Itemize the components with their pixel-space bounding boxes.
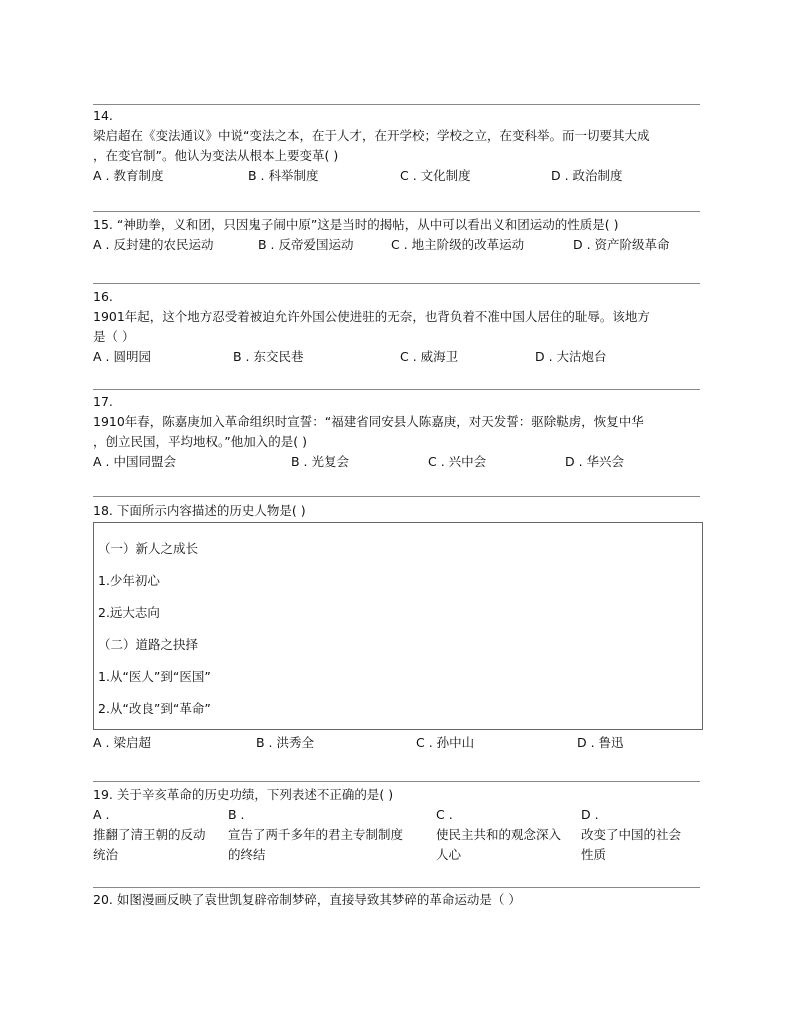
option-b[interactable]: B . 科举制度 bbox=[248, 168, 319, 183]
option-a[interactable]: A . 教育制度 bbox=[93, 168, 164, 183]
option-d[interactable] bbox=[581, 805, 699, 865]
question-18 bbox=[93, 501, 700, 521]
question-stem-line: 是（ ） bbox=[93, 329, 135, 344]
question-stem-line: 1910年春，陈嘉庚加入革命组织时宣誓：“福建省同安县人陈嘉庚，对天发誓：驱除鞑虏，恢复中华 bbox=[93, 414, 644, 429]
question-14 bbox=[93, 106, 700, 186]
option-a[interactable]: A . 反封建的农民运动 bbox=[93, 237, 214, 252]
option-text-line: 人心 bbox=[436, 847, 462, 862]
option-text-line: 推翻了清王朝的反动 bbox=[93, 827, 206, 842]
option-c[interactable] bbox=[436, 805, 576, 865]
option-letter: C . bbox=[436, 807, 453, 822]
option-c[interactable]: C . 孙中山 bbox=[416, 735, 475, 750]
question-number: 16. bbox=[93, 289, 113, 304]
question-17 bbox=[93, 392, 700, 472]
question-stem-line: ，在变官制”。他认为变法从根本上要变革( ) bbox=[93, 148, 339, 163]
option-text-line: 性质 bbox=[581, 847, 607, 862]
options bbox=[93, 347, 700, 367]
option-b[interactable]: B . 洪秀全 bbox=[256, 735, 314, 750]
question-stem: 19. 关于辛亥革命的历史功绩，下列表述不正确的是( ) bbox=[93, 787, 394, 802]
option-d[interactable]: D . 资产阶级革命 bbox=[573, 237, 670, 252]
separator-19 bbox=[93, 781, 700, 782]
option-d[interactable]: D . 鲁迅 bbox=[577, 735, 624, 750]
option-letter: D . bbox=[581, 807, 599, 822]
options bbox=[93, 452, 700, 472]
box-item: 2.从“改良”到“革命” bbox=[98, 701, 211, 716]
option-c[interactable]: C . 兴中会 bbox=[428, 454, 487, 469]
options bbox=[93, 733, 700, 753]
box-item: 2.远大志向 bbox=[98, 605, 160, 620]
option-letter: B . bbox=[228, 807, 245, 822]
options bbox=[93, 235, 700, 255]
option-letter: A . bbox=[93, 807, 110, 822]
option-d[interactable]: D . 政治制度 bbox=[551, 168, 623, 183]
question-stem: 20. 如图漫画反映了袁世凯复辟帝制梦碎，直接导致其梦碎的革命运动是（ ） bbox=[93, 892, 521, 907]
separator-14 bbox=[93, 104, 700, 105]
options bbox=[93, 166, 700, 186]
content-box bbox=[93, 522, 703, 730]
option-text-line: 使民主共和的观念深入 bbox=[436, 827, 562, 842]
option-c[interactable]: C . 威海卫 bbox=[400, 349, 459, 364]
option-a[interactable]: A . 圆明园 bbox=[93, 349, 151, 364]
option-d[interactable]: D . 华兴会 bbox=[565, 454, 625, 469]
option-text-line: 统治 bbox=[93, 847, 119, 862]
question-stem: 15. “神助拳，义和团，只因鬼子闹中原”这是当时的揭帖，从中可以看出义和团运动的性质是( ) bbox=[93, 217, 619, 232]
option-a[interactable]: A . 中国同盟会 bbox=[93, 454, 176, 469]
separator-20 bbox=[93, 887, 700, 888]
option-c[interactable]: C . 地主阶级的改革运动 bbox=[391, 237, 525, 252]
question-stem: 18. 下面所示内容描述的历史人物是( ) bbox=[93, 503, 306, 518]
option-d[interactable]: D . 大沽炮台 bbox=[535, 349, 607, 364]
option-text-line: 的终结 bbox=[228, 847, 266, 862]
option-b[interactable] bbox=[228, 805, 428, 865]
box-heading-2: （二）道路之抉择 bbox=[98, 637, 199, 652]
option-a[interactable]: A . 梁启超 bbox=[93, 735, 151, 750]
question-number: 14. bbox=[93, 108, 113, 123]
box-item: 1.少年初心 bbox=[98, 573, 160, 588]
separator-17 bbox=[93, 389, 700, 390]
question-number: 17. bbox=[93, 394, 113, 409]
options bbox=[93, 805, 700, 865]
question-stem-line: ，创立民国，平均地权。”他加入的是( ) bbox=[93, 434, 307, 449]
option-a[interactable] bbox=[93, 805, 243, 865]
separator-15 bbox=[93, 211, 700, 212]
separator-16 bbox=[93, 283, 700, 284]
box-heading-1: （一）新人之成长 bbox=[98, 541, 199, 556]
question-16 bbox=[93, 287, 700, 367]
box-item: 1.从“医人”到“医国” bbox=[98, 669, 211, 684]
option-text-line: 宣告了两千多年的君主专制制度 bbox=[228, 827, 404, 842]
option-b[interactable]: B . 光复会 bbox=[291, 454, 349, 469]
option-b[interactable]: B . 反帝爱国运动 bbox=[258, 237, 354, 252]
option-text-line: 改变了中国的社会 bbox=[581, 827, 682, 842]
question-20 bbox=[93, 890, 700, 910]
separator-18 bbox=[93, 496, 700, 497]
option-b[interactable]: B . 东交民巷 bbox=[233, 349, 304, 364]
option-c[interactable]: C . 文化制度 bbox=[400, 168, 471, 183]
question-19 bbox=[93, 785, 700, 865]
question-15 bbox=[93, 215, 700, 255]
question-18-options bbox=[93, 733, 700, 753]
question-stem-line: 梁启超在《变法通议》中说“变法之本，在于人才，在开学校；学校之立，在变科举。而一切要其大成 bbox=[93, 128, 650, 143]
question-stem-line: 1901年起，这个地方忍受着被迫允许外国公使进驻的无奈，也背负着不准中国人居住的耻辱。该地方 bbox=[93, 309, 650, 324]
